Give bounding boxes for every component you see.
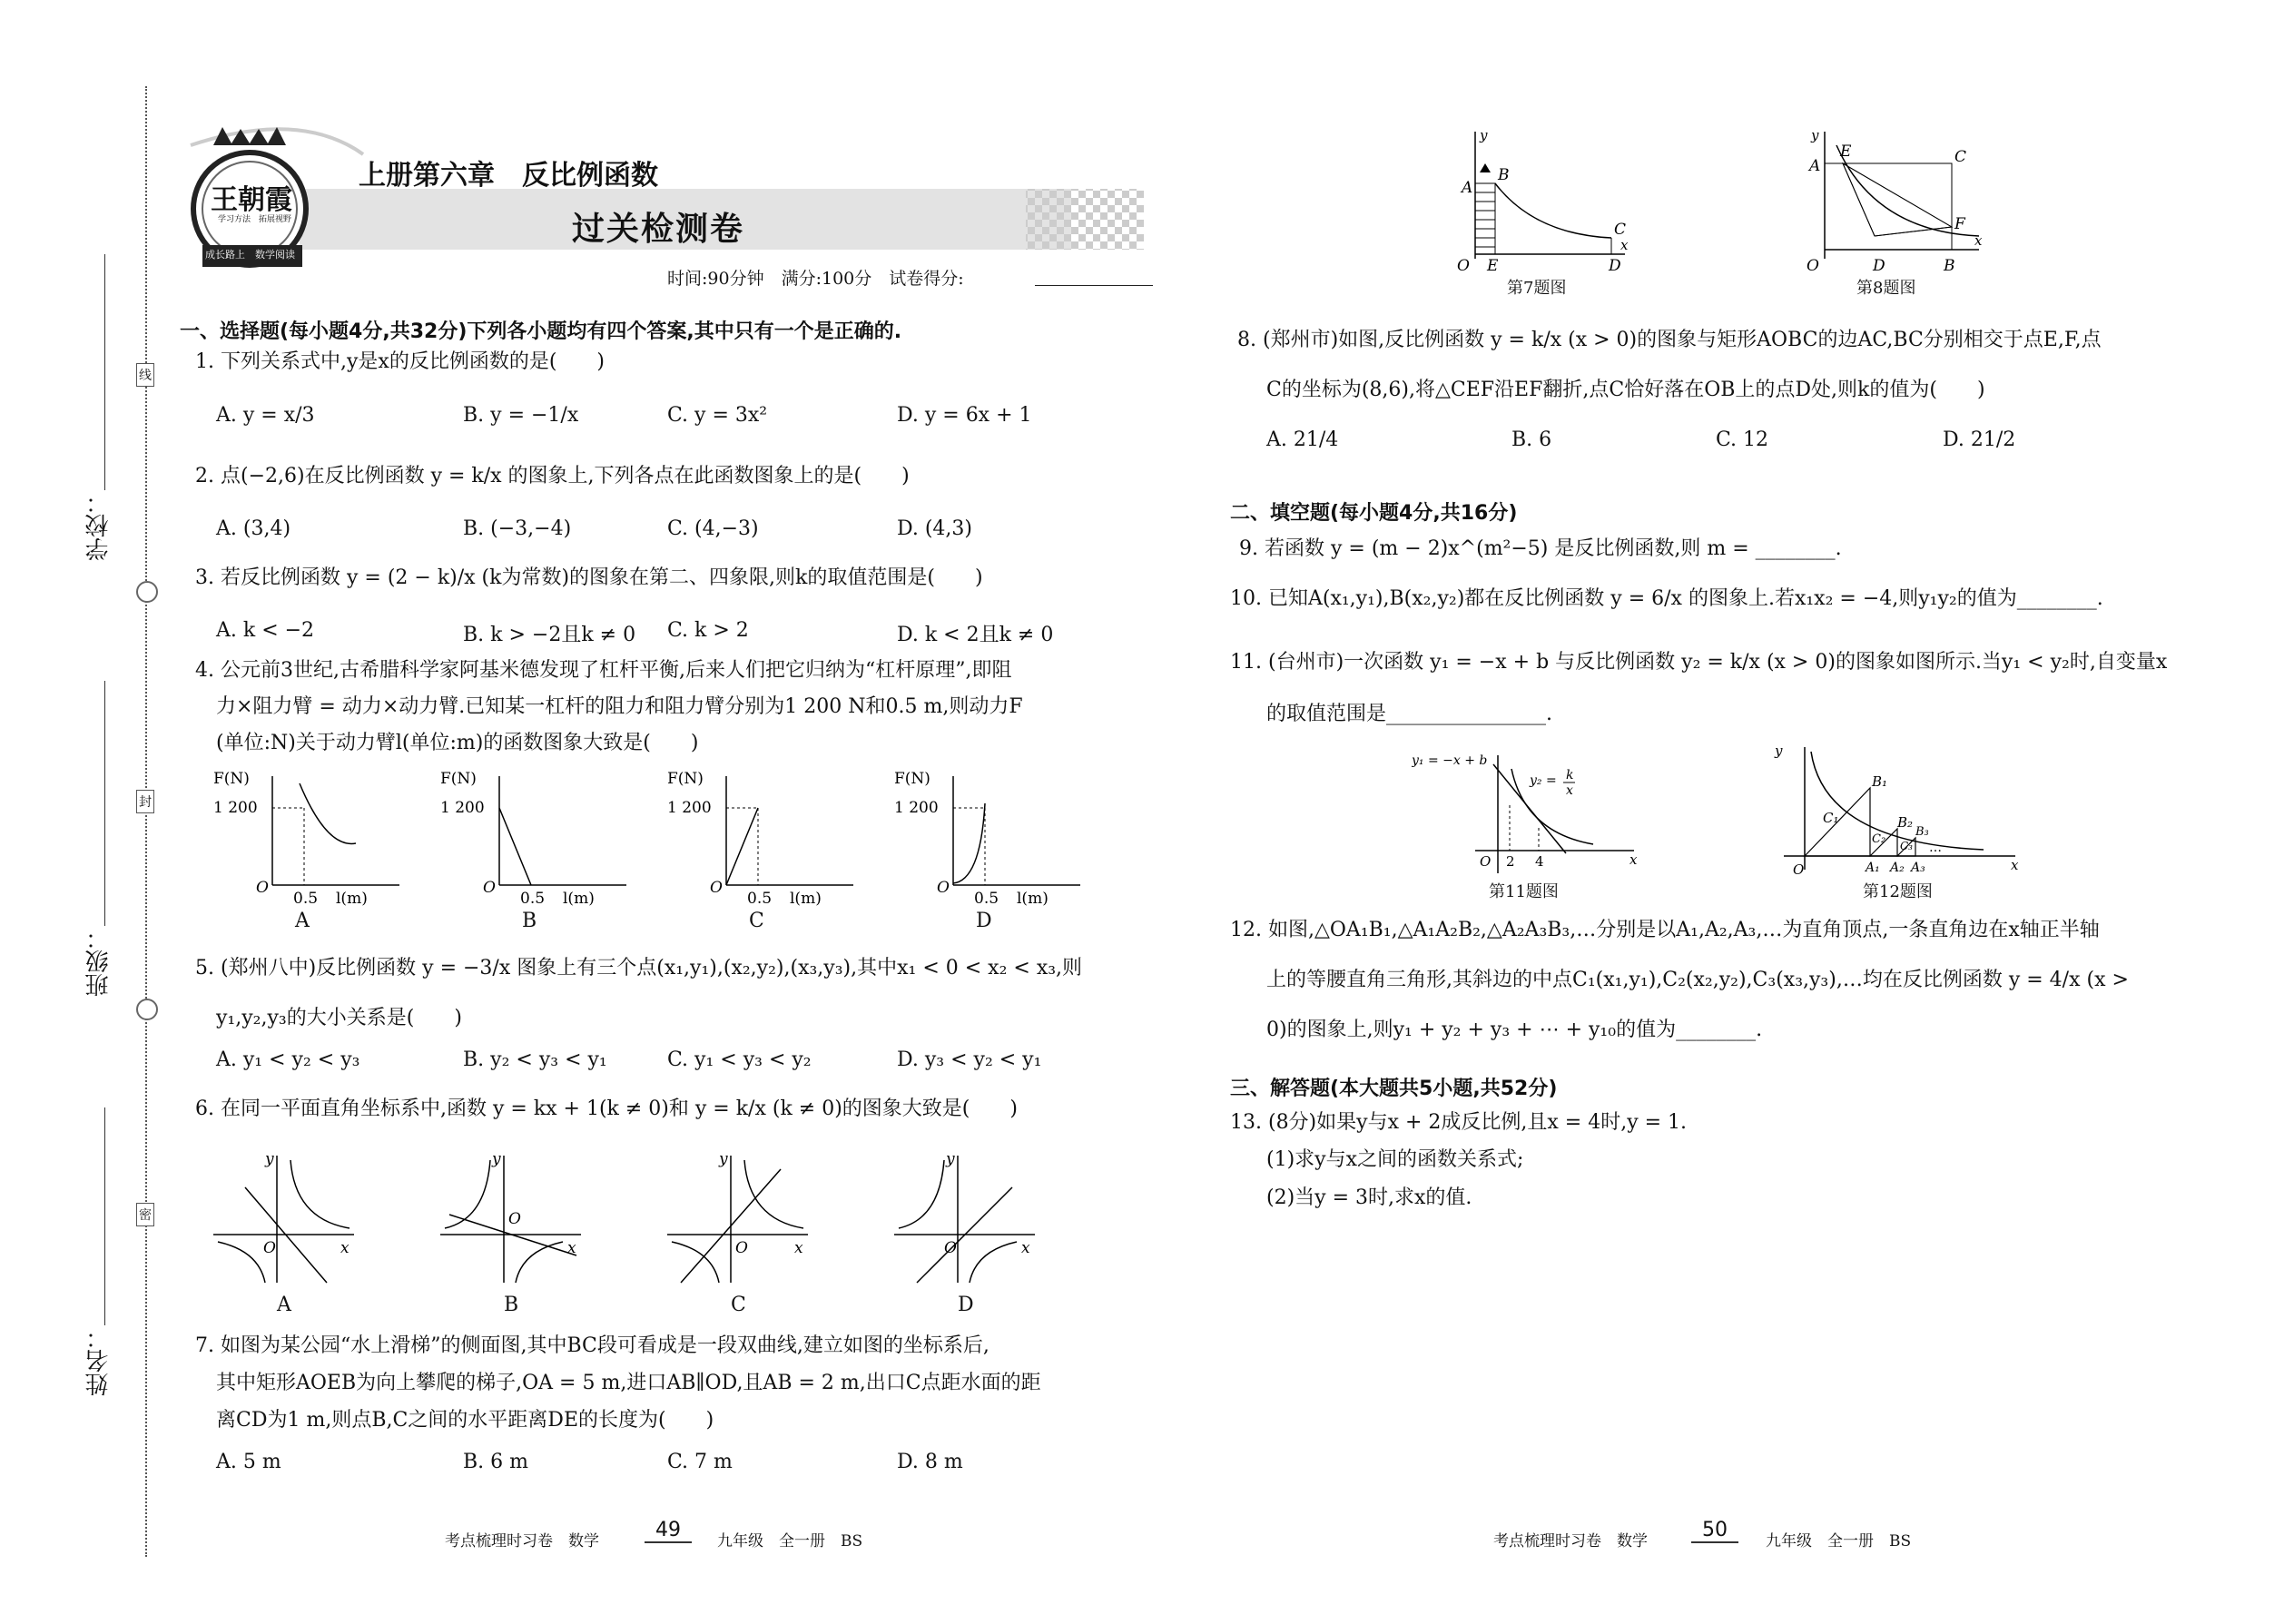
q4-graph-c bbox=[663, 767, 862, 908]
q4-graph-a bbox=[209, 767, 409, 908]
svg-text:C: C bbox=[1954, 148, 1967, 166]
q12-line-2: 上的等腰直角三角形,其斜边的中点C₁(x₁,y₁),C₂(x₂,y₂),C₃(x₃,y₃),…均在反比例函数 y = 4/x (x > bbox=[1266, 969, 2129, 991]
svg-text:k: k bbox=[1566, 768, 1574, 782]
q4-c-xval: 0.5 bbox=[747, 890, 773, 908]
q4-line-2: 力×阻力臂 = 动力×动力臂.已知某一杠杆的阻力和阻力臂分别为1 200 N和0.5 m,则动力F bbox=[216, 695, 1023, 718]
binding-char-xian: 线 bbox=[136, 363, 154, 387]
q4-c-xlab: l(m) bbox=[790, 890, 822, 908]
q4-a-xval: 0.5 bbox=[293, 890, 319, 908]
section-2-heading: 二、填空题(每小题4分,共16分) bbox=[1230, 502, 1518, 525]
svg-text:C₂: C₂ bbox=[1872, 832, 1886, 846]
q4-d-xval: 0.5 bbox=[974, 890, 999, 908]
q1-option-c: C. y = 3x² bbox=[667, 404, 768, 427]
svg-text:2: 2 bbox=[1506, 853, 1515, 870]
q3-stem: 3. 若反比例函数 y = (2 − k)/x (k为常数)的图象在第二、四象限,则k的取值范围是( ) bbox=[195, 566, 983, 589]
logo-motto: 学习方法 拓展视野 bbox=[218, 215, 292, 224]
q5-option-d: D. y₃ < y₂ < y₁ bbox=[897, 1048, 1042, 1071]
svg-text:A₂: A₂ bbox=[1890, 861, 1905, 875]
school-label: 学校： bbox=[85, 490, 113, 561]
q3-option-d: D. k < 2且k ≠ 0 bbox=[897, 624, 1054, 646]
svg-text:D: D bbox=[1609, 257, 1621, 272]
q4-label-c: C bbox=[749, 910, 764, 932]
right-footer-grade: 九年级 全一册 BS bbox=[1766, 1532, 1912, 1550]
svg-text:4: 4 bbox=[1535, 853, 1544, 870]
svg-text:x: x bbox=[2011, 857, 2019, 873]
q4-c-origin: O bbox=[710, 879, 723, 897]
svg-text:y: y bbox=[1811, 127, 1819, 143]
q5-option-a: A. y₁ < y₂ < y₃ bbox=[216, 1048, 360, 1071]
q4-line-1: 4. 公元前3世纪,古希腊科学家阿基米德发现了杠杆平衡,后来人们把它归纳为“杠杆原理”,即阻 bbox=[195, 659, 1012, 682]
fig7-caption: 第7题图 bbox=[1507, 279, 1567, 298]
q4-a-origin: O bbox=[256, 879, 269, 897]
q7-option-c: C. 7 m bbox=[667, 1451, 733, 1473]
q3-option-b: B. k > −2且k ≠ 0 bbox=[463, 624, 636, 646]
svg-text:y₂ =: y₂ = bbox=[1530, 773, 1557, 788]
svg-text:C: C bbox=[1614, 221, 1627, 239]
q3-option-a: A. k < −2 bbox=[216, 619, 315, 642]
q4-d-origin: O bbox=[937, 879, 950, 897]
q12-line-1: 12. 如图,△OA₁B₁,△A₁A₂B₂,△A₂A₃B₃,…分别是以A₁,A₂,A₃,…为直角顶点,一条直角边在x轴正半轴 bbox=[1230, 919, 2100, 941]
svg-text:B: B bbox=[1944, 257, 1955, 272]
fig11-diagram bbox=[1412, 746, 1648, 882]
svg-text:A₃: A₃ bbox=[1911, 861, 1925, 875]
q4-b-xval: 0.5 bbox=[520, 890, 546, 908]
q3-option-c: C. k > 2 bbox=[667, 619, 749, 642]
svg-text:A: A bbox=[1462, 179, 1473, 197]
svg-text:O: O bbox=[263, 1239, 276, 1257]
svg-text:O: O bbox=[1807, 257, 1819, 272]
q1-option-a: A. y = x/3 bbox=[216, 404, 315, 427]
q6-stem: 6. 在同一平面直角坐标系中,函数 y = kx + 1(k ≠ 0)和 y = k/x (k ≠ 0)的图象大致是( ) bbox=[195, 1097, 1018, 1120]
svg-text:O: O bbox=[944, 1239, 957, 1257]
q2-option-d: D. (4,3) bbox=[897, 517, 972, 540]
q7-option-a: A. 5 m bbox=[216, 1451, 281, 1473]
right-footer-text: 考点梳理时习卷 数学 bbox=[1493, 1532, 1648, 1550]
binding-ornament-2 bbox=[136, 999, 158, 1020]
svg-text:O: O bbox=[1793, 861, 1805, 878]
binding-dotted-line bbox=[145, 86, 147, 1557]
q8-option-a: A. 21/4 bbox=[1266, 428, 1339, 451]
q4-b-yval: 1 200 bbox=[440, 799, 485, 817]
q2-option-a: A. (3,4) bbox=[216, 517, 291, 540]
name-label: 姓名： bbox=[85, 1325, 113, 1396]
q5-option-b: B. y₂ < y₃ < y₁ bbox=[463, 1048, 607, 1071]
q2-stem: 2. 点(−2,6)在反比例函数 y = k/x 的图象上,下列各点在此函数图象上的是( ) bbox=[195, 465, 910, 487]
fig8-diagram bbox=[1802, 127, 1984, 272]
binding-char-feng: 封 bbox=[136, 790, 154, 813]
q1-option-d: D. y = 6x + 1 bbox=[897, 404, 1032, 427]
svg-text:x: x bbox=[1021, 1239, 1030, 1257]
q6-label-d: D bbox=[958, 1294, 974, 1316]
q4-d-xlab: l(m) bbox=[1017, 890, 1049, 908]
chapter-title: 上册第六章 反比例函数 bbox=[359, 160, 658, 192]
binding-solid-line-3 bbox=[104, 1107, 105, 1325]
svg-text:y: y bbox=[1775, 743, 1783, 759]
q7-line-2: 其中矩形AOEB为向上攀爬的梯子,OA = 5 m,进口AB∥OD,且AB = 2 m,出口C点距水面的距 bbox=[216, 1372, 1041, 1394]
svg-text:x: x bbox=[1620, 237, 1629, 253]
svg-text:x: x bbox=[567, 1239, 576, 1257]
q6-label-b: B bbox=[504, 1294, 519, 1316]
svg-text:A₁: A₁ bbox=[1866, 861, 1880, 875]
score-blank[interactable] bbox=[1035, 285, 1153, 286]
svg-text:y: y bbox=[946, 1151, 955, 1168]
binding-solid-line-1 bbox=[104, 254, 105, 490]
q7-option-d: D. 8 m bbox=[897, 1451, 963, 1473]
svg-text:y: y bbox=[719, 1151, 728, 1168]
svg-text:y: y bbox=[492, 1151, 501, 1168]
q5-line-2: y₁,y₂,y₃的大小关系是( ) bbox=[216, 1007, 462, 1029]
q7-line-1: 7. 如图为某公园“水上滑梯”的侧面图,其中BC段可看成是一段双曲线,建立如图的坐标系后, bbox=[195, 1334, 989, 1357]
q10-stem: 10. 已知A(x₁,y₁),B(x₂,y₂)都在反比例函数 y = 6/x 的图象上.若x₁x₂ = −4,则y₁y₂的值为________. bbox=[1230, 587, 2103, 610]
q4-label-b: B bbox=[522, 910, 537, 932]
q11-line-2: 的取值范围是________________. bbox=[1266, 703, 1552, 725]
q4-b-origin: O bbox=[483, 879, 496, 897]
binding-ornament-1 bbox=[136, 581, 158, 603]
q4-c-yval: 1 200 bbox=[667, 799, 712, 817]
q7-option-b: B. 6 m bbox=[463, 1451, 529, 1473]
q13-part-2: (2)当y = 3时,求x的值. bbox=[1266, 1186, 1472, 1209]
q4-label-a: A bbox=[295, 910, 310, 932]
section-1-heading: 一、选择题(每小题4分,共32分)下列各小题均有四个答案,其中只有一个是正确的. bbox=[180, 320, 902, 343]
q6-graph-b bbox=[436, 1151, 590, 1287]
q5-line-1: 5. (郑州八中)反比例函数 y = −3/x 图象上有三个点(x₁,y₁),(x₂,y₂),(x₃,y₃),其中x₁ < 0 < x₂ < x₃,则 bbox=[195, 957, 1083, 979]
exam-info: 时间:90分钟 满分:100分 试卷得分: bbox=[667, 269, 964, 289]
q7-line-3: 离CD为1 m,则点B,C之间的水平距离DE的长度为( ) bbox=[216, 1409, 714, 1432]
q4-label-d: D bbox=[976, 910, 992, 932]
class-label: 班级： bbox=[85, 926, 113, 997]
svg-text:x: x bbox=[1566, 783, 1573, 798]
section-3-heading: 三、解答题(本大题共5小题,共52分) bbox=[1230, 1078, 1558, 1100]
q11-line-1: 11. (台州市)一次函数 y₁ = −x + b 与反比例函数 y₂ = k/x (x > 0)的图象如图所示.当y₁ < y₂时,自变量x bbox=[1230, 651, 2168, 674]
svg-text:B: B bbox=[1498, 166, 1510, 184]
svg-text:x: x bbox=[1629, 851, 1638, 868]
logo-subtitle: 成长路上 数学阅读 bbox=[205, 249, 295, 261]
q4-line-3: (单位:N)关于动力臂l(单位:m)的函数图象大致是( ) bbox=[216, 732, 699, 754]
q8-option-b: B. 6 bbox=[1511, 428, 1552, 451]
q8-line-2: C的坐标为(8,6),将△CEF沿EF翻折,点C恰好落在OB上的点D处,则k的值为( ) bbox=[1266, 379, 1985, 401]
fig12-caption: 第12题图 bbox=[1863, 882, 1933, 901]
q4-graph-b bbox=[436, 767, 635, 908]
q13-part-1: (1)求y与x之间的函数关系式; bbox=[1266, 1148, 1524, 1171]
q4-b-xlab: l(m) bbox=[563, 890, 595, 908]
right-page-number: 50 bbox=[1691, 1519, 1738, 1543]
left-page-number: 49 bbox=[645, 1519, 692, 1543]
svg-text:E: E bbox=[1487, 257, 1499, 272]
q4-d-ylab: F(N) bbox=[894, 770, 930, 788]
q1-option-b: B. y = −1/x bbox=[463, 404, 579, 427]
q5-option-c: C. y₁ < y₃ < y₂ bbox=[667, 1048, 812, 1071]
svg-text:O: O bbox=[508, 1210, 521, 1228]
svg-text:B₃: B₃ bbox=[1915, 825, 1929, 839]
svg-text:y₁ = −x + b: y₁ = −x + b bbox=[1412, 753, 1488, 768]
svg-text:C₃: C₃ bbox=[1900, 840, 1913, 852]
svg-text:A: A bbox=[1809, 157, 1821, 175]
q4-a-yval: 1 200 bbox=[213, 799, 258, 817]
binding-solid-line-2 bbox=[104, 681, 105, 926]
q6-label-c: C bbox=[731, 1294, 746, 1316]
q4-a-xlab: l(m) bbox=[336, 890, 368, 908]
svg-text:D: D bbox=[1873, 257, 1885, 272]
svg-text:O: O bbox=[1480, 853, 1492, 870]
svg-text:y: y bbox=[265, 1151, 274, 1168]
binding-char-mi: 密 bbox=[136, 1203, 154, 1226]
svg-text:E: E bbox=[1840, 143, 1852, 161]
q8-option-c: C. 12 bbox=[1716, 428, 1769, 451]
q2-option-b: B. (−3,−4) bbox=[463, 517, 572, 540]
q13-stem: 13. (8分)如果y与x + 2成反比例,且x = 4时,y = 1. bbox=[1230, 1111, 1688, 1134]
left-footer-text: 考点梳理时习卷 数学 bbox=[445, 1532, 599, 1550]
svg-text:C₁: C₁ bbox=[1823, 810, 1839, 826]
q6-graph-a bbox=[209, 1151, 363, 1287]
left-footer-grade: 九年级 全一册 BS bbox=[717, 1532, 863, 1550]
q1-stem: 1. 下列关系式中,y是x的反比例函数的是( ) bbox=[195, 350, 605, 373]
svg-text:x: x bbox=[1974, 232, 1983, 249]
q4-a-ylab: F(N) bbox=[213, 770, 250, 788]
svg-text:O: O bbox=[1457, 257, 1470, 272]
q6-graph-d bbox=[890, 1151, 1044, 1287]
q4-graph-d bbox=[890, 767, 1089, 908]
q6-graph-c bbox=[663, 1151, 817, 1287]
q2-option-c: C. (4,−3) bbox=[667, 517, 759, 540]
fig7-diagram bbox=[1452, 127, 1634, 272]
svg-text:B₂: B₂ bbox=[1897, 814, 1914, 831]
q8-option-d: D. 21/2 bbox=[1943, 428, 2016, 451]
svg-text:y: y bbox=[1480, 127, 1488, 143]
logo-name: 王朝霞 bbox=[211, 184, 292, 216]
q4-b-ylab: F(N) bbox=[440, 770, 477, 788]
q4-c-ylab: F(N) bbox=[667, 770, 704, 788]
q4-d-yval: 1 200 bbox=[894, 799, 939, 817]
svg-text:x: x bbox=[340, 1239, 350, 1257]
q9-stem: 9. 若函数 y = (m − 2)x^(m²−5) 是反比例函数,则 m = ________. bbox=[1239, 537, 1842, 560]
svg-text:…: … bbox=[1929, 841, 1942, 855]
svg-text:O: O bbox=[735, 1239, 748, 1257]
svg-text:F: F bbox=[1954, 215, 1965, 233]
page-title: 过关检测卷 bbox=[572, 211, 745, 248]
fig8-caption: 第8题图 bbox=[1856, 279, 1916, 298]
q12-line-3: 0)的图象上,则y₁ + y₂ + y₃ + ⋯ + y₁₀的值为________. bbox=[1266, 1019, 1763, 1041]
svg-text:B₁: B₁ bbox=[1872, 773, 1888, 790]
q8-line-1: 8. (郑州市)如图,反比例函数 y = k/x (x > 0)的图象与矩形AOBC的边AC,BC分别相交于点E,F,点 bbox=[1237, 329, 2102, 351]
fig11-caption: 第11题图 bbox=[1489, 882, 1559, 901]
q6-label-a: A bbox=[277, 1294, 291, 1316]
svg-text:x: x bbox=[794, 1239, 803, 1257]
fig12-diagram bbox=[1770, 743, 2024, 888]
